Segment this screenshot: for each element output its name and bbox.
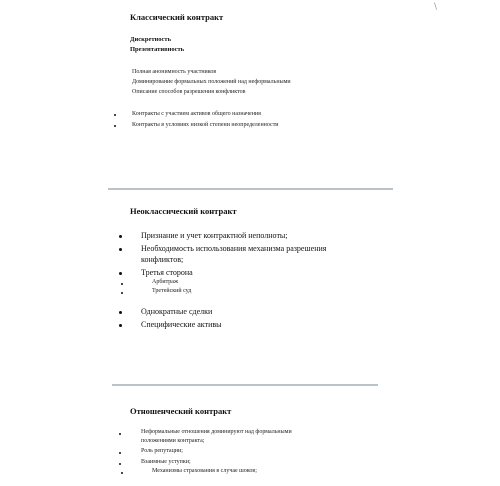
section2-title: Неоклассический контракт <box>130 206 237 216</box>
section1-bold-item-1: Презентативность <box>130 46 185 53</box>
section3-bullet-0: Неформальные отношения доминируют над формальными <box>141 429 292 435</box>
section2-bullet2-1: Специфические активы <box>141 320 222 329</box>
section-divider <box>112 384 378 386</box>
section1-title: Классический контракт <box>130 12 224 22</box>
bullet-icon <box>121 472 123 474</box>
bullet-icon <box>119 272 122 275</box>
section2-sub-bullet-1: Третейский суд <box>152 288 192 294</box>
section2-bullet-0: Признание и учет контрактной неполноты; <box>141 231 288 240</box>
bullet-icon <box>119 311 122 314</box>
section-divider <box>108 188 393 190</box>
section1-plain-item-0: Полная анонимность участников <box>132 69 217 75</box>
section1-bullet-1: Контракты в условиях низкой степени неопределенности <box>132 122 279 128</box>
section1-plain-item-2: Описание способов разрешения конфликтов <box>132 89 246 95</box>
bullet-icon <box>121 283 123 285</box>
bullet-icon <box>119 433 121 435</box>
bullet-icon <box>114 114 116 116</box>
section3-bullet-2: Взаимные уступки; <box>141 459 191 465</box>
bullet-icon <box>119 248 122 251</box>
corner-mark: \ <box>434 2 438 12</box>
bullet-icon <box>119 324 122 327</box>
bullet-icon <box>119 463 121 465</box>
section3-bullet-0-cont: положениями контракта; <box>141 438 205 444</box>
bullet-icon <box>119 235 122 238</box>
section3-title: Отношенческий контракт <box>130 406 232 416</box>
section3-sub-bullet-0: Механизмы страхования в случае шоков; <box>152 468 257 474</box>
bullet-icon <box>114 125 116 127</box>
section2-sub-bullet-0: Арбитраж <box>152 279 179 285</box>
section1-bold-item-0: Дискретность <box>130 36 172 43</box>
bullet-icon <box>119 452 121 454</box>
section2-bullet-third-party: Третья сторона <box>141 268 193 277</box>
section2-bullet-1-cont: конфликтов; <box>141 255 184 264</box>
section3-bullet-1: Роль репутации; <box>141 448 183 454</box>
bullet-icon <box>121 292 123 294</box>
section2-bullet-1: Необходимость использования механизма разрешения <box>141 244 327 253</box>
section1-plain-item-1: Доминирование формальных положений над неформальными <box>132 79 291 85</box>
section2-bullet2-0: Однократные сделки <box>141 307 213 316</box>
section1-bullet-0: Контракты с участием активов общего назначения <box>132 111 261 117</box>
